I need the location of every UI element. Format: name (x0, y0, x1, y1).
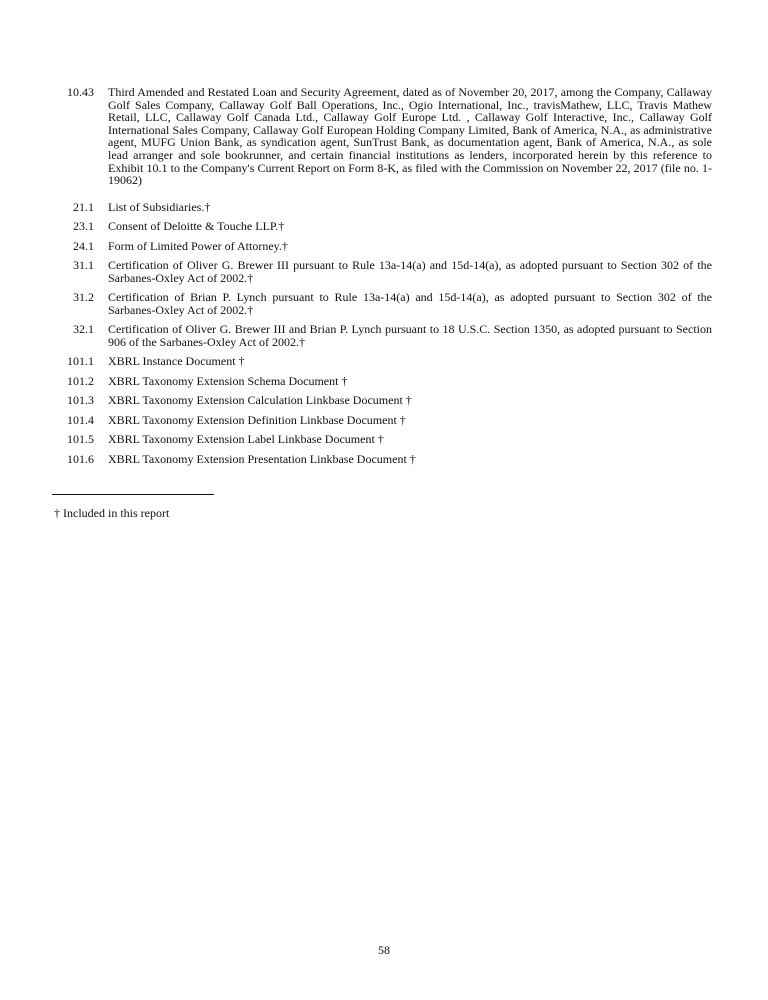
exhibit-entry (40, 240, 712, 253)
exhibit-number: 101.5 (67, 432, 94, 447)
exhibit-description: Certification of Oliver G. Brewer III pursuant to Rule 13a-14(a) and 15d-14(a), as adopted pursuant to Section 302 of the Sarbanes-Oxley Act of 2002.† (108, 258, 712, 285)
exhibit-number: 32.1 (73, 322, 94, 337)
exhibit-number: 101.1 (67, 354, 94, 369)
exhibit-number: 101.4 (67, 412, 94, 427)
exhibit-number: 24.1 (73, 238, 94, 253)
exhibit-entry (40, 394, 712, 407)
exhibit-description: XBRL Instance Document † (108, 354, 245, 369)
exhibit-number: 101.2 (67, 373, 94, 388)
exhibit-entry (40, 220, 712, 233)
exhibit-number: 10.43 (67, 85, 94, 99)
exhibit-number: 31.2 (73, 290, 94, 305)
exhibit-entry (40, 414, 712, 427)
exhibit-number: 31.1 (73, 258, 94, 273)
footnote: † Included in this report (54, 506, 170, 520)
exhibit-description: XBRL Taxonomy Extension Definition Linkbase Document † (108, 412, 406, 427)
exhibit-entry (40, 355, 712, 368)
exhibit-entry (40, 201, 712, 214)
exhibit-entry (40, 323, 712, 348)
page-number: 58 (378, 943, 390, 957)
exhibit-description: Form of Limited Power of Attorney.† (108, 238, 288, 253)
exhibit-number: 23.1 (73, 219, 94, 234)
exhibit-description: Certification of Brian P. Lynch pursuant to Rule 13a-14(a) and 15d-14(a), as adopted pursuant to Section 302 of the Sarbanes-Oxley Act of 2002.† (108, 290, 712, 317)
exhibit-description: XBRL Taxonomy Extension Label Linkbase Document † (108, 432, 384, 447)
exhibit-number: 21.1 (73, 199, 94, 214)
exhibit-list (40, 86, 712, 472)
footnote-divider (52, 494, 214, 495)
exhibit-entry (40, 433, 712, 446)
exhibit-entry (40, 86, 712, 187)
exhibit-description: XBRL Taxonomy Extension Presentation Linkbase Document † (108, 451, 416, 466)
exhibit-entry (40, 453, 712, 466)
exhibit-description: Certification of Oliver G. Brewer III and Brian P. Lynch pursuant to 18 U.S.C. Section 1350, as adopted pursuant to Section 906 of the Sarbanes-Oxley Act of 2002.† (108, 322, 712, 349)
exhibit-number: 101.3 (67, 393, 94, 408)
exhibit-description: XBRL Taxonomy Extension Calculation Linkbase Document † (108, 393, 412, 408)
exhibit-description: XBRL Taxonomy Extension Schema Document † (108, 373, 348, 388)
exhibit-number: 101.6 (67, 451, 94, 466)
exhibit-description: Third Amended and Restated Loan and Security Agreement, dated as of November 20, 2017, among the Company, Callaway Golf Sales Company, Callaway Golf Ball Operations, Inc., Ogio International, Inc., travisMathew, LLC, Travis Mathew Retail, LLC, Callaway Golf Canada Ltd., Callaway Golf Europe Ltd. , Callaway Golf Interactive, Inc., Callaway Golf International Sales Company, Callaway Golf European Holding Company Limited, Bank of America, N.A., as administrative agent, MUFG Union Bank, as syndication agent, SunTrust Bank, as documentation agent, Bank of America, N.A., as sole lead arranger and sole bookrunner, and certain financial institutions as lenders, incorporated herein by this reference to Exhibit 10.1 to the Company's Current Report on Form 8-K, as filed with the Commission on November 22, 2017 (file no. 1-19062) (108, 85, 712, 188)
exhibit-description: Consent of Deloitte & Touche LLP.† (108, 219, 285, 234)
exhibit-entry (40, 375, 712, 388)
exhibit-description: List of Subsidiaries.† (108, 199, 211, 214)
exhibit-entry (40, 291, 712, 316)
exhibit-entry (40, 259, 712, 284)
